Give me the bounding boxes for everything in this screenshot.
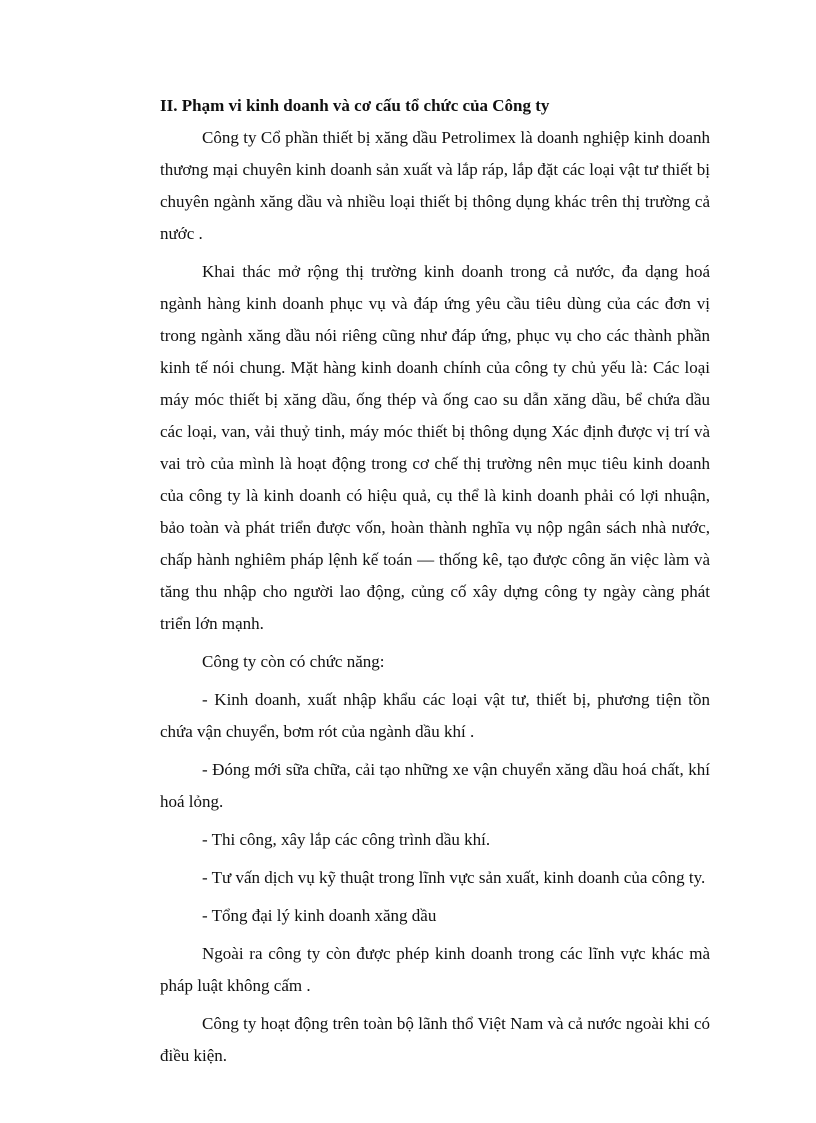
- paragraph-company-intro: Công ty Cổ phần thiết bị xăng dầu Petrolimex là doanh nghiệp kinh doanh thương mại chuyên kinh doanh sản xuất và lắp ráp, lắp đặt các loại vật tư thiết bị chuyên ngành xăng dầu và nhiều loại thiết bị thông dụng khác trên thị trường cả nước .: [160, 128, 710, 243]
- section-heading: II. Phạm vi kinh doanh và cơ cấu tổ chức của Công ty: [160, 96, 550, 115]
- list-item-vehicle-building: - Đóng mới sữa chữa, cải tạo những xe vận chuyển xăng dầu hoá chất, khí hoá lỏng.: [160, 760, 710, 811]
- document-body: [160, 90, 710, 1072]
- paragraph-other-fields: Ngoài ra công ty còn được phép kinh doanh trong các lĩnh vực khác mà pháp luật không cấm .: [160, 944, 710, 995]
- list-item-trading: - Kinh doanh, xuất nhập khẩu các loại vật tư, thiết bị, phương tiện tồn chứa vận chuyển, bơm rót của ngành dầu khí .: [160, 690, 710, 741]
- list-item-fuel-agency: - Tổng đại lý kinh doanh xăng dầu: [202, 906, 437, 925]
- paragraph-operating-area: Công ty hoạt động trên toàn bộ lãnh thổ Việt Nam và cả nước ngoài khi có điều kiện.: [160, 1014, 710, 1065]
- paragraph-business-scope: Khai thác mở rộng thị trường kinh doanh trong cả nước, đa dạng hoá ngành hàng kinh doanh phục vụ và đáp ứng yêu cầu tiêu dùng của các đơn vị trong ngành xăng dầu nói riêng cũng như đáp ứng, phục vụ cho các thành phần kinh tế nói chung. Mặt hàng kinh doanh chính của công ty chủ yếu là: Các loại máy móc thiết bị xăng dầu, ống thép và ống cao su dẫn xăng dầu, bể chứa dầu các loại, van, vải thuỷ tinh, máy móc thiết bị thông dụng Xác định được vị trí và vai trò của mình là hoạt động trong cơ chế thị trường nên mục tiêu kinh doanh của công ty là kinh doanh có hiệu quả, cụ thể là kinh doanh phải có lợi nhuận, bảo toàn và phát triển được vốn, hoàn thành nghĩa vụ nộp ngân sách nhà nước, chấp hành nghiêm pháp lệnh kế toán — thống kê, tạo được công ăn việc làm và tăng thu nhập cho người lao động, củng cố xây dựng công ty ngày càng phát triển lớn mạnh.: [160, 262, 710, 633]
- list-item-construction: - Thi công, xây lắp các công trình dầu khí.: [202, 830, 491, 849]
- list-item-consulting: - Tư vấn dịch vụ kỹ thuật trong lĩnh vực sản xuất, kinh doanh của công ty.: [202, 868, 706, 887]
- paragraph-functions-intro: Công ty còn có chức năng:: [202, 652, 385, 671]
